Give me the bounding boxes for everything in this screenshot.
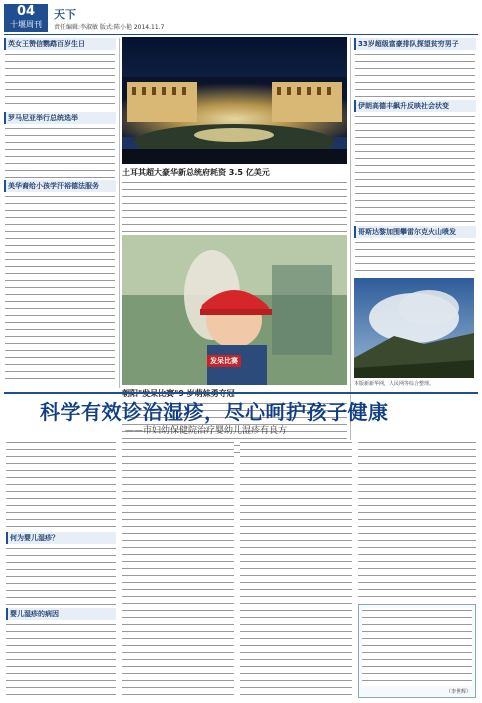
left-article-3-headline: 美华裔给小孩学汗裕德法服务 [4,180,116,192]
feature-col1-text-2 [6,546,116,606]
masthead [4,4,478,34]
right-news-column [354,38,476,276]
photo-source-note: 本版新新华网，人民网等综合整理。 [354,381,435,387]
column-divider [119,38,120,388]
palace-photo-caption: 土耳其超大豪华新总统府耗资 3.5 亿美元 [122,168,270,177]
right-article-1-text [355,52,475,98]
feature-col1-text-3 [6,622,116,698]
feature-col4-text [358,440,476,600]
masthead-rule [4,34,478,35]
feature-boxed-note [358,604,476,698]
right-article-3-text [355,240,475,276]
right-article-1-headline: 33岁超级富豪排队探望贫穷男子 [354,38,476,50]
left-news-column [4,38,116,388]
page-number-box [4,4,48,32]
feature-subhead-1: 何为婴儿湿疹？ [6,532,116,544]
feature-subhead-2: 婴儿湿疹的病因 [6,608,116,620]
feature-col1-text [6,440,116,530]
palace-article-text [122,180,347,232]
contest-banner: 发呆比赛 [207,355,241,367]
feature-column-3 [240,440,352,698]
feature-column-2 [122,440,234,698]
feature-divider [4,392,478,394]
paper-name: 十堰周刊 [10,20,42,29]
left-article-1-headline: 英女王赞信鹦鹉百岁生日 [4,38,116,50]
palace-night-photo [122,37,347,164]
right-article-2-text [355,114,475,224]
boxed-note-sign: （李世辉） [445,689,471,695]
column-divider [350,38,351,458]
feature-column-4 [358,440,476,600]
girl-contest-photo [122,235,347,385]
palace-article-lines [122,180,347,232]
editor-credits: 责任编辑:李淑敏 版式:陈小艳 2014.11.7 [54,24,165,31]
feature-title: 科学有效诊治湿疹，尽心呵护孩子健康 [40,400,389,424]
volcano-photo [354,278,474,378]
section-title: 天下 [54,8,76,21]
page-number: 04 [16,4,36,19]
left-article-1-text [5,52,115,110]
feature-col2-text [122,440,234,698]
feature-col3-text [240,440,352,698]
left-article-2-headline: 罗马尼亚举行总统选举 [4,112,116,124]
boxed-note-text [362,608,472,686]
left-article-3-text [5,194,115,384]
left-article-2-text [5,126,115,178]
feature-subtitle: ——市妇幼保健院治疗婴幼儿湿疹有良方 [125,426,288,436]
right-article-2-headline: 伊朗高德丰飙升反映社会状变 [354,100,476,112]
feature-column-1 [6,440,116,698]
right-article-3-headline: 哥斯达黎加围攀雷尔克火山喷发 [354,226,476,238]
